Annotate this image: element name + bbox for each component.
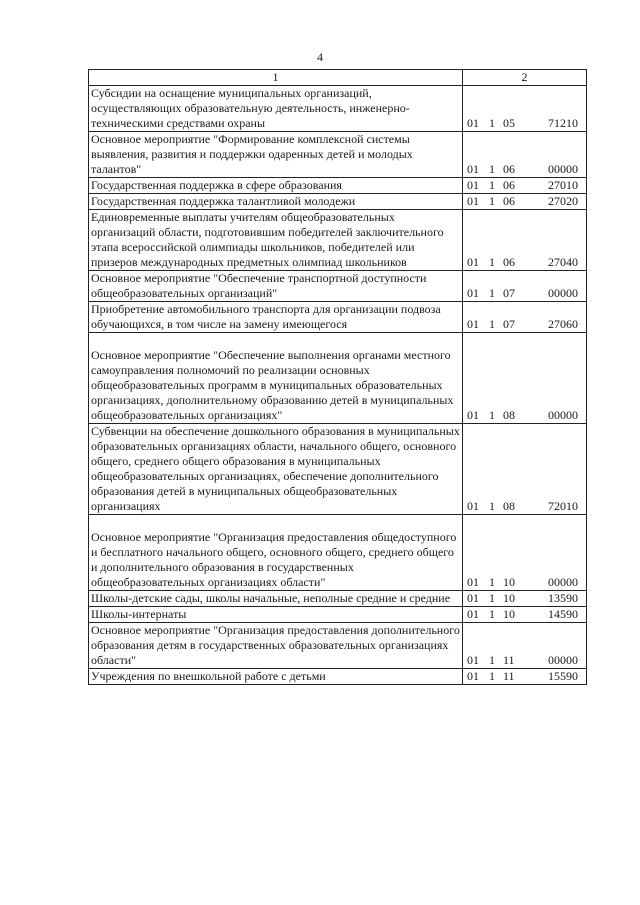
- table-row: [89, 178, 587, 194]
- row-description: Государственная поддержка в сфере образования: [89, 178, 463, 194]
- row-code: 01 1 06 27010: [463, 178, 587, 194]
- table-row: [89, 333, 587, 424]
- table-row: [89, 302, 587, 333]
- row-code: 01 1 11 15590: [463, 669, 587, 685]
- row-code: 01 1 06 00000: [463, 132, 587, 178]
- row-description: Субсидии на оснащение муниципальных организаций, осуществляющих образовательную деятельность, инженерно-техническими средствами охраны: [89, 86, 463, 132]
- row-code: 01 1 10 00000: [463, 515, 587, 591]
- row-description-cell: [89, 333, 463, 424]
- row-description-cell: [89, 515, 463, 591]
- table-row: [89, 623, 587, 669]
- row-code: 01 1 08 00000: [463, 333, 587, 424]
- row-code: 01 1 10 13590: [463, 591, 587, 607]
- row-description: Приобретение автомобильного транспорта для организации подвоза обучающихся, в том числе на замену имеющегося: [89, 302, 463, 333]
- row-description: Основное мероприятие "Организация предоставления дополнительного образования детям в государственных образовательных организациях области": [89, 623, 463, 669]
- row-description: Школы-детские сады, школы начальные, неполные средние и средние: [89, 591, 463, 607]
- page-number: 4: [317, 50, 323, 64]
- table-header-row: [89, 70, 587, 86]
- row-description: Субвенции на обеспечение дошкольного образования в муниципальных образовательных организациях области, начального общего, основного общего, среднего общего образования в муниципальных общеобразовательных организациях, обеспечение дополнительного образования детей в муниципальных общеобразовательных организациях: [89, 424, 463, 515]
- classification-table: [88, 69, 587, 685]
- row-code: 01 1 10 14590: [463, 607, 587, 623]
- row-code: 01 1 06 27020: [463, 194, 587, 210]
- row-code: 01 1 06 27040: [463, 210, 587, 271]
- table-row: [89, 591, 587, 607]
- row-description: Единовременные выплаты учителям общеобразовательных организаций области, подготовившим победителей заключительного этапа всероссийской олимпиады школьников, победителей или призеров международных предметных олимпиад школьников: [89, 210, 463, 271]
- row-description: Основное мероприятие "Формирование комплексной системы выявления, развития и поддержки одаренных детей и молодых талантов": [89, 132, 463, 178]
- column-header: 1: [89, 70, 463, 86]
- row-description: Учреждения по внешкольной работе с детьми: [89, 669, 463, 685]
- row-description: Государственная поддержка талантливой молодежи: [89, 194, 463, 210]
- row-code: 01 1 08 72010: [463, 424, 587, 515]
- table-row: [89, 515, 587, 591]
- row-code: 01 1 07 27060: [463, 302, 587, 333]
- table-row: [89, 271, 587, 302]
- table-row: [89, 86, 587, 132]
- row-code: 01 1 05 71210: [463, 86, 587, 132]
- table-row: [89, 669, 587, 685]
- row-code: 01 1 11 00000: [463, 623, 587, 669]
- row-description: Основное мероприятие "Организация предоставления общедоступного и бесплатного начального общего, основного общего, среднего общего и дополнительного образования в государственных общеобразовательных организациях области": [91, 530, 457, 589]
- table-row: [89, 607, 587, 623]
- table-row: [89, 132, 587, 178]
- row-description: Основное мероприятие "Обеспечение транспортной доступности общеобразовательных организаций": [89, 271, 463, 302]
- row-code: 01 1 07 00000: [463, 271, 587, 302]
- column-header: 2: [463, 70, 587, 86]
- row-description: Основное мероприятие "Обеспечение выполнения органами местного самоуправления полномочий по реализации основных общеобразовательных программ в муниципальных образовательных организациях, дополнительному образованию детей в муниципальных общеобразовательных организациях": [91, 348, 454, 422]
- table-row: [89, 194, 587, 210]
- row-description: Школы-интернаты: [89, 607, 463, 623]
- table-row: [89, 210, 587, 271]
- table-row: [89, 424, 587, 515]
